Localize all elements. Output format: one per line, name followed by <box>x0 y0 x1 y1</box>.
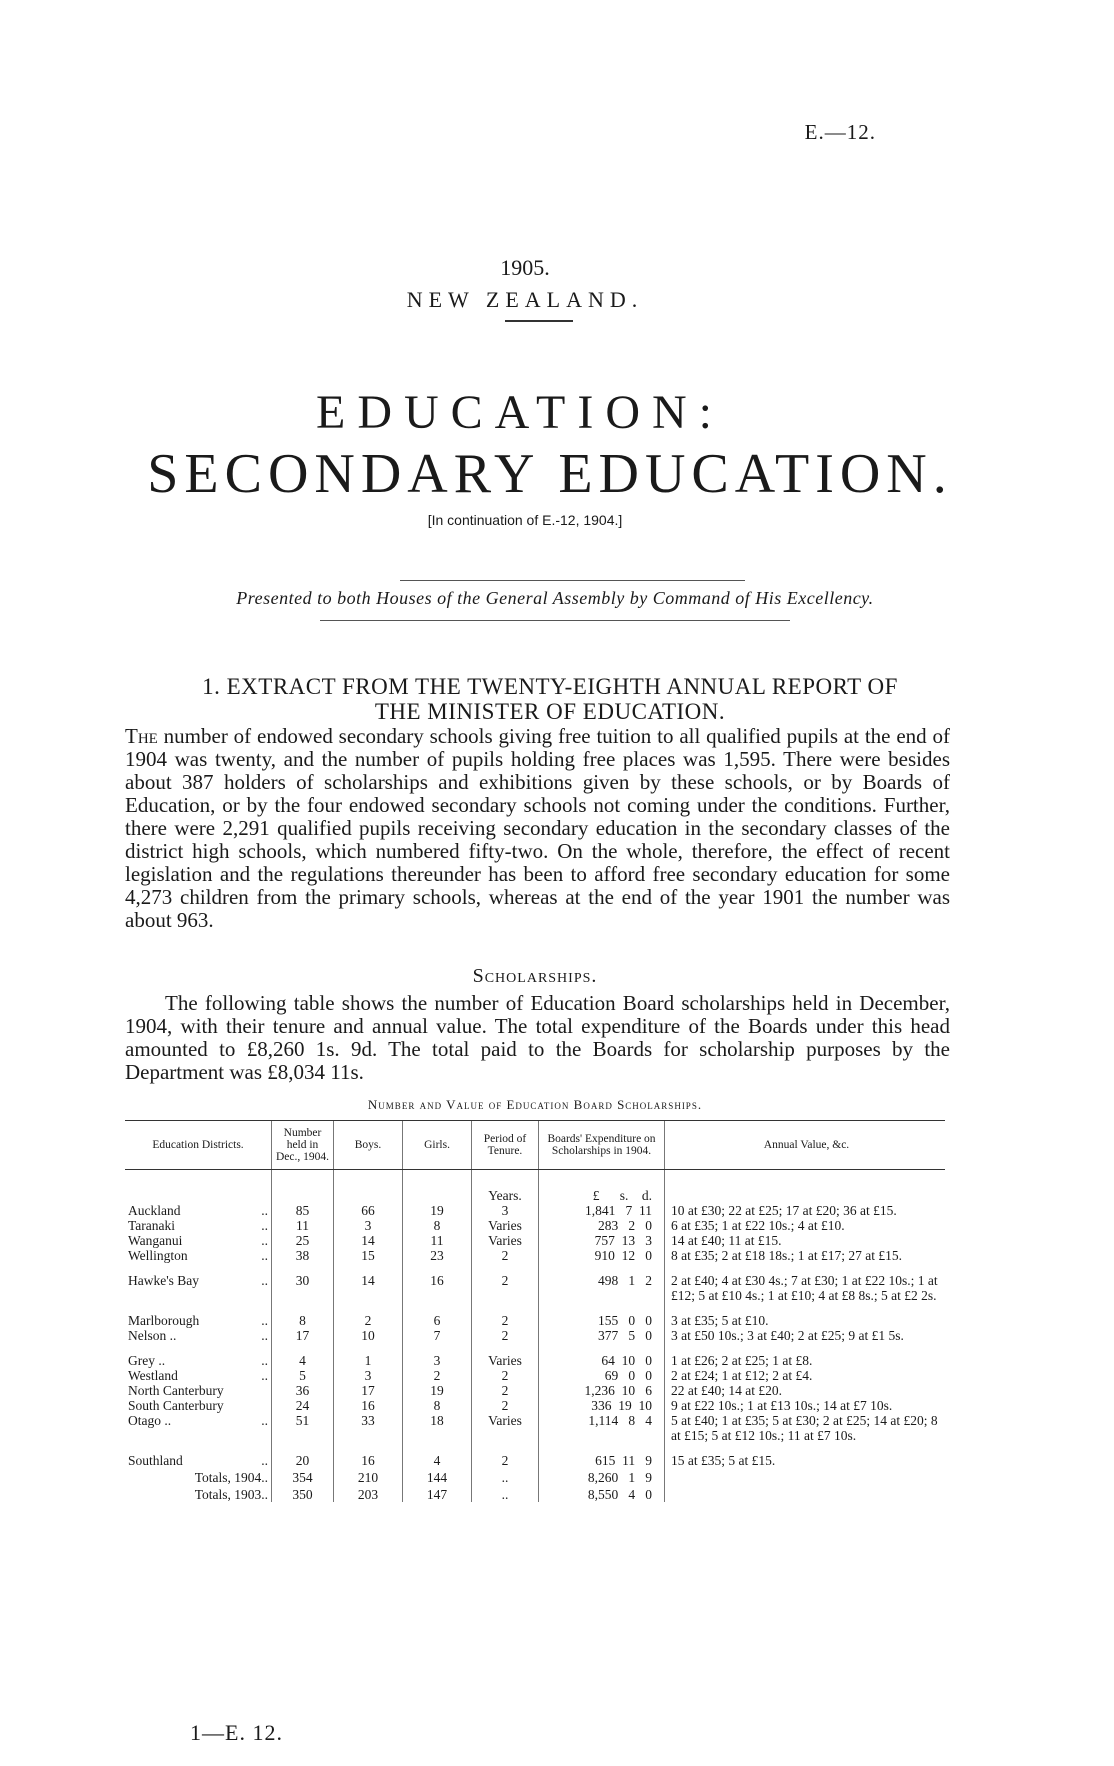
row-spacer <box>125 1343 945 1353</box>
table-caption: Number and Value of Education Board Scholarships. <box>367 1097 703 1112</box>
spacer-cell <box>334 1443 403 1453</box>
annual-value: 2 at £40; 4 at £30 4s.; 7 at £30; 1 at £22 10s.; 1 at £12; 5 at £10 4s.; 1 at £10; 4 at £8 8s.; 5 at £2 2s. <box>665 1273 946 1303</box>
held-count: 25 <box>272 1233 334 1248</box>
table-row <box>125 1368 945 1383</box>
spacer-cell <box>472 1443 539 1453</box>
continuation-note: [In continuation of E.-12, 1904.] <box>427 512 623 528</box>
leader-dots: .. <box>261 1413 268 1428</box>
boys-count: 17 <box>334 1383 403 1398</box>
tenure-period: Varies <box>472 1233 539 1248</box>
row-spacer <box>125 1303 945 1313</box>
district-name <box>125 1368 272 1383</box>
district-label: Otago .. <box>128 1413 172 1428</box>
year: 1905. <box>500 255 550 280</box>
girls-count: 3 <box>403 1353 472 1368</box>
section-heading-line: THE MINISTER OF EDUCATION. <box>374 699 726 724</box>
expenditure-value: 498 1 2 <box>539 1273 665 1303</box>
country-heading: NEW ZEALAND. <box>406 287 644 312</box>
header-expenditure: Boards' Expenditure on Scholarships in 1904. <box>539 1121 665 1170</box>
boys-count: 14 <box>334 1273 403 1303</box>
district-label: South Canterbury <box>128 1398 224 1413</box>
tenure-period: 2 <box>472 1328 539 1343</box>
district-label: Hawke's Bay <box>128 1273 200 1288</box>
expenditure-value: 910 12 0 <box>539 1248 665 1263</box>
spacer-cell <box>472 1263 539 1273</box>
spacer-cell <box>539 1263 665 1273</box>
spacer-cell <box>334 1303 403 1313</box>
expenditure-value: 377 5 0 <box>539 1328 665 1343</box>
tenure-period: 2 <box>472 1383 539 1398</box>
expenditure-value: 757 13 3 <box>539 1233 665 1248</box>
table-row <box>125 1398 945 1413</box>
tenure-period: Varies <box>472 1413 539 1443</box>
table-row <box>125 1248 945 1263</box>
tenure-period: 2 <box>472 1368 539 1383</box>
expenditure-value: 1,841 7 11 <box>539 1203 665 1218</box>
held-count: 5 <box>272 1368 334 1383</box>
expenditure-value: 64 10 0 <box>539 1353 665 1368</box>
held-count: 20 <box>272 1453 334 1468</box>
boys-count: 3 <box>334 1368 403 1383</box>
tenure-period: 2 <box>472 1453 539 1468</box>
header-girls: Girls. <box>403 1121 472 1170</box>
leader-dots: .. <box>261 1248 268 1263</box>
divider <box>400 580 745 581</box>
leader-dots: .. <box>261 1368 268 1383</box>
boys-count: 203 <box>334 1485 403 1502</box>
spacer-cell <box>472 1343 539 1353</box>
girls-count: 6 <box>403 1313 472 1328</box>
held-count: 85 <box>272 1203 334 1218</box>
expenditure-value: 155 0 0 <box>539 1313 665 1328</box>
expenditure-value: 336 19 10 <box>539 1398 665 1413</box>
spacer-cell <box>665 1263 946 1273</box>
district-name <box>125 1248 272 1263</box>
girls-count: 7 <box>403 1328 472 1343</box>
table-row <box>125 1328 945 1343</box>
spacer-cell <box>125 1343 272 1353</box>
table-row <box>125 1353 945 1368</box>
boys-count: 15 <box>334 1248 403 1263</box>
held-count: 36 <box>272 1383 334 1398</box>
tenure-period: .. <box>472 1468 539 1485</box>
period-unit: Years. <box>472 1170 539 1204</box>
district-label: North Canterbury <box>128 1383 224 1398</box>
totals-row <box>125 1468 945 1485</box>
boys-count: 1 <box>334 1353 403 1368</box>
row-spacer <box>125 1263 945 1273</box>
totals-row <box>125 1485 945 1502</box>
annual-value: 9 at £22 10s.; 1 at £13 10s.; 14 at £7 10s. <box>665 1398 946 1413</box>
table-body <box>125 1170 945 1503</box>
spacer-cell <box>272 1263 334 1273</box>
table-row <box>125 1313 945 1328</box>
expenditure-value: 1,114 8 4 <box>539 1413 665 1443</box>
annual-value <box>665 1468 946 1485</box>
leader-dots: .. <box>261 1203 268 1218</box>
district-name <box>125 1413 272 1443</box>
district-name <box>125 1313 272 1328</box>
boys-count: 16 <box>334 1398 403 1413</box>
paragraph-text: number of endowed secondary schools giving free tuition to all qualified pupils at the end of 1904 was twenty, and the number of pupils holding free places was 1,595. There were besides about 387 holders of scholarships and exhibitions given by these schools, or by Boards of Education, or by the four endowed secondary schools not coming under the conditions. Further, there were 2,291 qualified pupils receiving secondary education in the secondary classes of the district high schools, which numbered fifty-two. On the whole, therefore, the effect of recent legislation and the regulations thereunder has been to afford free secondary education for some 4,273 children from the primary schools, whereas at the end of the year 1901 the number was about 963. <box>125 724 950 932</box>
district-name <box>125 1328 272 1343</box>
table-row <box>125 1203 945 1218</box>
spacer-cell <box>272 1303 334 1313</box>
girls-count: 8 <box>403 1398 472 1413</box>
boys-count: 3 <box>334 1218 403 1233</box>
girls-count: 11 <box>403 1233 472 1248</box>
district-label: Wanganui <box>128 1233 183 1248</box>
district-label: Wellington <box>128 1248 188 1263</box>
girls-count: 18 <box>403 1413 472 1443</box>
spacer-cell <box>125 1303 272 1313</box>
girls-count: 2 <box>403 1368 472 1383</box>
leader-dots: .. <box>261 1218 268 1233</box>
scholarships-table <box>125 1120 945 1502</box>
spacer-cell <box>334 1343 403 1353</box>
annual-value: 22 at £40; 14 at £20. <box>665 1383 946 1398</box>
spacer-cell <box>665 1443 946 1453</box>
girls-count: 19 <box>403 1203 472 1218</box>
girls-count: 147 <box>403 1485 472 1502</box>
annual-value: 6 at £35; 1 at £22 10s.; 4 at £10. <box>665 1218 946 1233</box>
held-count: 354 <box>272 1468 334 1485</box>
expenditure-value: 283 2 0 <box>539 1218 665 1233</box>
spacer-cell <box>403 1263 472 1273</box>
held-count: 11 <box>272 1218 334 1233</box>
spacer-cell <box>539 1443 665 1453</box>
spacer-cell <box>403 1443 472 1453</box>
page-footer: 1—E. 12. <box>190 1720 283 1745</box>
header-boys: Boys. <box>334 1121 403 1170</box>
table-row <box>125 1273 945 1303</box>
girls-count: 19 <box>403 1383 472 1398</box>
district-label: Westland <box>128 1368 178 1383</box>
divider <box>320 620 790 621</box>
annual-value: 15 at £35; 5 at £15. <box>665 1453 946 1468</box>
spacer-cell <box>125 1263 272 1273</box>
boys-count: 14 <box>334 1233 403 1248</box>
district-label: Nelson .. <box>128 1328 177 1343</box>
paragraph-lead: The <box>125 724 158 748</box>
held-count: 38 <box>272 1248 334 1263</box>
annual-value: 8 at £35; 2 at £18 18s.; 1 at £17; 27 at £15. <box>665 1248 946 1263</box>
annual-value: 3 at £50 10s.; 3 at £40; 2 at £25; 9 at £1 5s. <box>665 1328 946 1343</box>
district-label: Grey .. <box>128 1353 166 1368</box>
annual-value: 3 at £35; 5 at £10. <box>665 1313 946 1328</box>
girls-count: 4 <box>403 1453 472 1468</box>
body-paragraph: The following table shows the number of Education Board scholarships held in December, 1904, with their tenure and annual value. The total expenditure of the Boards under this head amounted to £8,260 1s. 9d. The total paid to the Boards for scholarship purposes by the Department was £8,034 11s. <box>125 991 950 1084</box>
section-heading <box>125 674 975 724</box>
table-row <box>125 1453 945 1468</box>
annual-value: 10 at £30; 22 at £25; 17 at £20; 36 at £15. <box>665 1203 946 1218</box>
spacer-cell <box>403 1343 472 1353</box>
district-name <box>125 1453 272 1468</box>
spacer-cell <box>334 1263 403 1273</box>
district-label: Southland <box>128 1453 183 1468</box>
units-row <box>125 1170 945 1204</box>
currency-unit: £ s. d. <box>539 1170 665 1204</box>
row-spacer <box>125 1443 945 1453</box>
district-name <box>125 1218 272 1233</box>
held-count: 30 <box>272 1273 334 1303</box>
girls-count: 8 <box>403 1218 472 1233</box>
district-name <box>125 1273 272 1303</box>
divider <box>505 320 573 322</box>
leader-dots: .. <box>261 1353 268 1368</box>
boys-count: 2 <box>334 1313 403 1328</box>
held-count: 350 <box>272 1485 334 1502</box>
expenditure-value: 1,236 10 6 <box>539 1383 665 1398</box>
table-row <box>125 1383 945 1398</box>
spacer-cell <box>539 1303 665 1313</box>
girls-count: 144 <box>403 1468 472 1485</box>
tenure-period: .. <box>472 1485 539 1502</box>
district-name <box>125 1353 272 1368</box>
boys-count: 16 <box>334 1453 403 1468</box>
table-row <box>125 1233 945 1248</box>
leader-dots: .. <box>261 1273 268 1288</box>
held-count: 4 <box>272 1353 334 1368</box>
header-district: Education Districts. <box>125 1121 272 1170</box>
tenure-period: 3 <box>472 1203 539 1218</box>
expenditure-value: 69 0 0 <box>539 1368 665 1383</box>
district-label: Marlborough <box>128 1313 200 1328</box>
spacer-cell <box>665 1303 946 1313</box>
spacer-cell <box>472 1303 539 1313</box>
totals-label: Totals, 1904.. <box>194 1470 268 1485</box>
boys-count: 210 <box>334 1468 403 1485</box>
tenure-period: 2 <box>472 1248 539 1263</box>
expenditure-value: 8,550 4 0 <box>539 1485 665 1502</box>
table-row <box>125 1218 945 1233</box>
document-subtitle: SECONDARY EDUCATION. <box>147 443 953 505</box>
annual-value: 14 at £40; 11 at £15. <box>665 1233 946 1248</box>
tenure-period: 2 <box>472 1273 539 1303</box>
spacer-cell <box>125 1443 272 1453</box>
page-reference: E.—12. <box>804 120 876 144</box>
leader-dots: .. <box>261 1453 268 1468</box>
girls-count: 16 <box>403 1273 472 1303</box>
presentation-line: Presented to both Houses of the General Assembly by Command of His Excellency. <box>236 588 874 608</box>
boys-count: 33 <box>334 1413 403 1443</box>
tenure-period: 2 <box>472 1313 539 1328</box>
leader-dots: .. <box>261 1233 268 1248</box>
spacer-cell <box>665 1343 946 1353</box>
held-count: 24 <box>272 1398 334 1413</box>
district-label: Taranaki <box>128 1218 176 1233</box>
table-header-row <box>125 1121 945 1170</box>
district-label: Auckland <box>128 1203 181 1218</box>
header-period: Period of Tenure. <box>472 1121 539 1170</box>
district-name <box>125 1203 272 1218</box>
header-held: Number held in Dec., 1904. <box>272 1121 334 1170</box>
held-count: 17 <box>272 1328 334 1343</box>
held-count: 8 <box>272 1313 334 1328</box>
leader-dots: .. <box>261 1313 268 1328</box>
body-paragraph <box>125 725 950 932</box>
held-count: 51 <box>272 1413 334 1443</box>
header-annual-value: Annual Value, &c. <box>665 1121 946 1170</box>
spacer-cell <box>539 1343 665 1353</box>
annual-value <box>665 1485 946 1502</box>
subsection-heading: Scholarships. <box>472 965 598 987</box>
district-name <box>125 1383 272 1398</box>
annual-value: 1 at £26; 2 at £25; 1 at £8. <box>665 1353 946 1368</box>
document-title: EDUCATION: <box>316 386 724 439</box>
leader-dots: .. <box>261 1328 268 1343</box>
annual-value: 5 at £40; 1 at £35; 5 at £30; 2 at £25; 14 at £20; 8 at £15; 5 at £12 10s.; 11 at £7 10s. <box>665 1413 946 1443</box>
district-name <box>125 1233 272 1248</box>
district-name <box>125 1398 272 1413</box>
tenure-period: Varies <box>472 1218 539 1233</box>
table-row <box>125 1413 945 1443</box>
spacer-cell <box>272 1443 334 1453</box>
spacer-cell <box>403 1303 472 1313</box>
boys-count: 10 <box>334 1328 403 1343</box>
boys-count: 66 <box>334 1203 403 1218</box>
spacer-cell <box>272 1343 334 1353</box>
tenure-period: Varies <box>472 1353 539 1368</box>
expenditure-value: 615 11 9 <box>539 1453 665 1468</box>
section-heading-line: 1. EXTRACT FROM THE TWENTY-EIGHTH ANNUAL REPORT OF <box>202 674 898 699</box>
annual-value: 2 at £24; 1 at £12; 2 at £4. <box>665 1368 946 1383</box>
tenure-period: 2 <box>472 1398 539 1413</box>
totals-label: Totals, 1903.. <box>194 1487 268 1502</box>
girls-count: 23 <box>403 1248 472 1263</box>
expenditure-value: 8,260 1 9 <box>539 1468 665 1485</box>
